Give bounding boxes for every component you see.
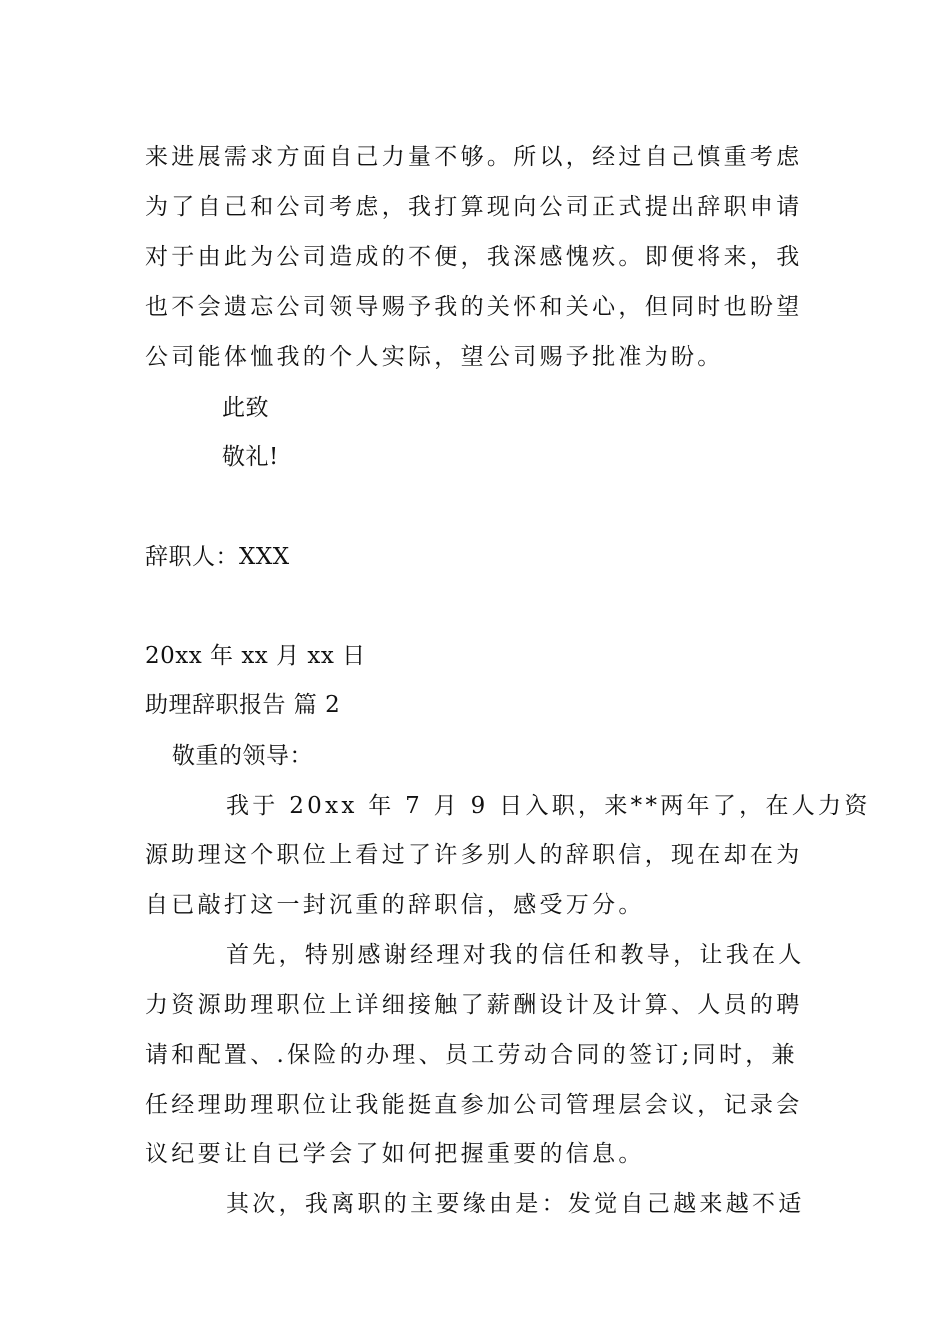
paragraph-line: 请和配置、.保险的办理、员工劳动合同的签订;同时，兼: [145, 1042, 798, 1068]
paragraph-line: 为了自己和公司考虑，我打算现向公司正式提出辞职申请: [145, 194, 803, 220]
paragraph-line: 首先，特别感谢经理对我的信任和教导，让我在人: [226, 942, 805, 968]
salutation: 敬重的领导：: [172, 743, 313, 769]
paragraph-line: 也不会遗忘公司领导赐予我的关怀和关心，但同时也盼望: [145, 294, 803, 320]
signer: 辞职人：XXX: [145, 544, 290, 570]
closing-line: 此致: [222, 395, 269, 421]
paragraph-line: 自已敲打这一封沉重的辞职信，感受万分。: [145, 892, 645, 918]
paragraph-line: 公司能体恤我的个人实际，望公司赐予批准为盼。: [145, 344, 724, 370]
paragraph-line: 对于由此为公司造成的不便，我深感愧疚。即便将来，我: [145, 244, 803, 270]
paragraph-line: 任经理助理职位让我能挺直参加公司管理层会议，记录会: [145, 1092, 803, 1118]
paragraph-line: 议纪要让自已学会了如何把握重要的信息。: [145, 1141, 645, 1167]
closing-line: 敬礼!: [222, 444, 279, 470]
section-title: 助理辞职报告 篇 2: [145, 692, 341, 718]
paragraph-line: 我于 20xx 年 7 月 9 日入职，来**两年了，在人力资: [226, 793, 871, 819]
paragraph-line: 源助理这个职位上看过了许多别人的辞职信，现在却在为: [145, 842, 803, 868]
paragraph-line: 其次，我离职的主要缘由是：发觉自己越来越不适: [226, 1191, 805, 1217]
paragraph-line: 力资源助理职位上详细接触了薪酬设计及计算、人员的聘: [145, 992, 803, 1018]
date: 20xx 年 xx 月 xx 日: [145, 643, 366, 669]
paragraph-line: 来进展需求方面自己力量不够。所以，经过自己慎重考虑: [145, 144, 803, 170]
